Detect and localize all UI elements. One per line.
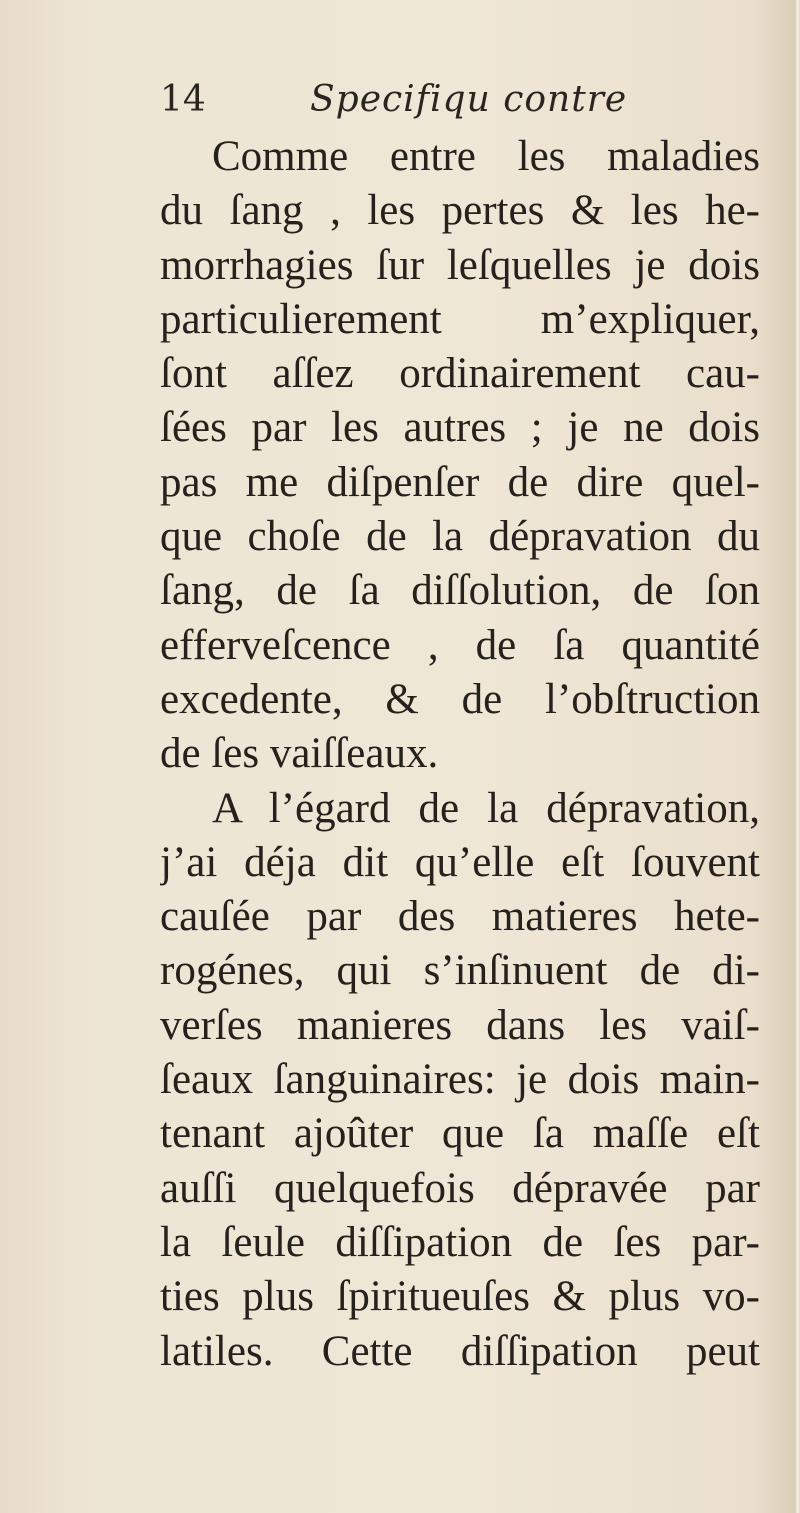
text-line: de ſes vaiſſeaux. <box>160 730 439 778</box>
text-line: A l’égard de la dépravation, <box>212 784 760 832</box>
text-line: j’ai déja dit qu’elle eſt ſouvent <box>160 838 760 886</box>
text-line: pas me diſpenſer de dire quel- <box>160 458 760 506</box>
text-line: excedente, & de l’obſtruction <box>160 675 760 723</box>
page-number: 14 <box>160 79 206 120</box>
page-edge <box>794 0 800 1513</box>
text-line: ſont aſſez ordinairement cau- <box>160 350 760 398</box>
text-line: cauſée par des matieres hete- <box>160 893 760 941</box>
text-line: efferveſcence , de ſa quantité <box>160 621 760 669</box>
running-title: Specifiqu contre <box>310 79 628 120</box>
text-line: verſes manieres dans les vaiſ- <box>160 1001 760 1049</box>
body-text <box>160 130 760 1379</box>
text-line: ties plus ſpiritueuſes & plus vo- <box>160 1273 760 1321</box>
text-line: particulierement m’expliquer, <box>160 295 760 343</box>
paragraph-2 <box>160 782 760 1379</box>
text-line: Comme entre les maladies <box>212 133 760 180</box>
text-line: morrhagies ſur leſquelles je dois <box>160 241 760 289</box>
text-line: tenant ajoûter que ſa maſſe eſt <box>160 1110 760 1158</box>
text-line: latiles. Cette diſſipation peut <box>160 1327 760 1375</box>
page-header <box>160 72 760 128</box>
text-line: que choſe de la dépravation du <box>160 513 760 561</box>
text-line: auſſi quelquefois dépravée par <box>160 1164 760 1212</box>
text-line: la ſeule diſſipation de ſes par- <box>160 1218 760 1266</box>
paragraph-1 <box>160 130 760 782</box>
text-line: du ſang , les pertes & les he- <box>160 187 760 235</box>
text-line: rogénes, qui s’inſinuent de di- <box>160 947 760 995</box>
text-line: ſeaux ſanguinaires: je dois main- <box>160 1056 760 1104</box>
text-line: ſang, de ſa diſſolution, de ſon <box>160 567 760 615</box>
text-line: ſées par les autres ; je ne dois <box>160 404 760 452</box>
